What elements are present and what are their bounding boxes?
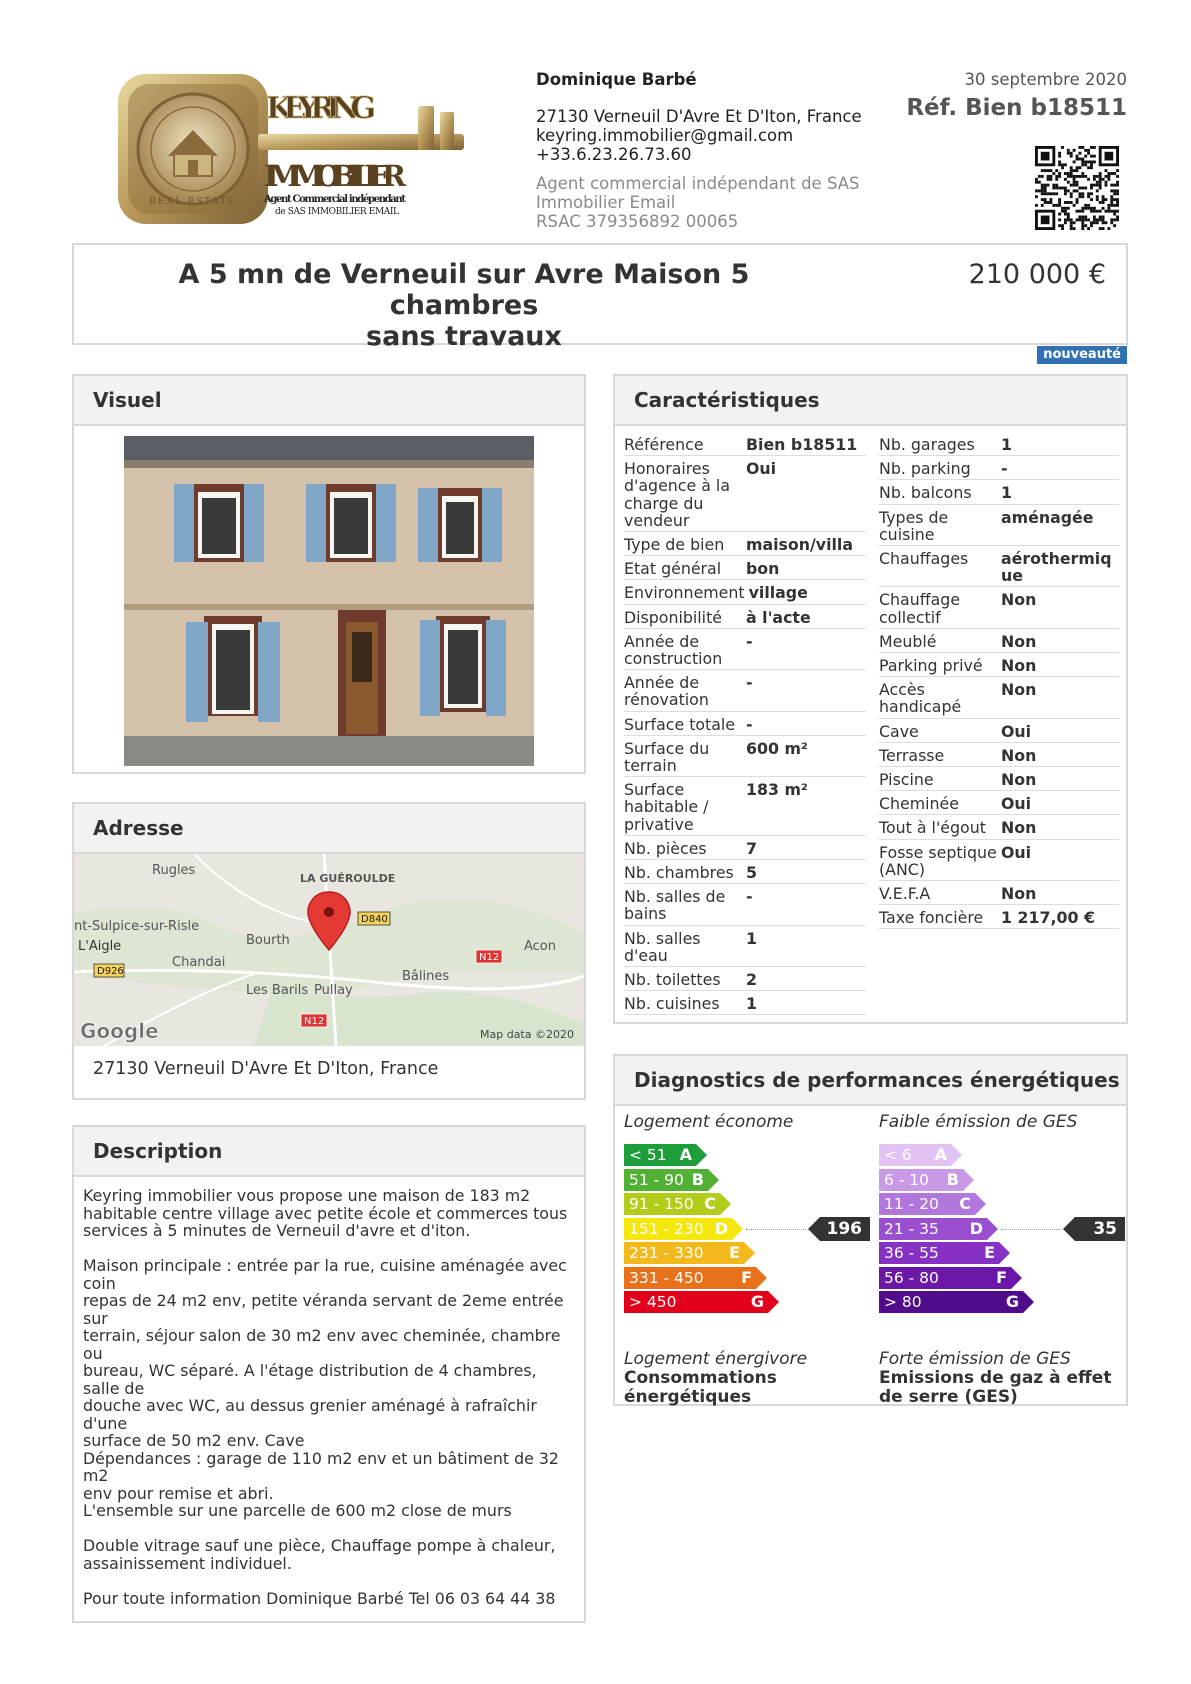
feature-row [879,480,1119,504]
feature-label: V.E.F.A [879,884,931,904]
feature-value: 2 [746,970,757,990]
features-column-left [624,432,866,1015]
feature-row [624,991,866,1015]
google-logo: Google [80,1019,159,1043]
map-label-balines: Bâlines [402,969,450,984]
feature-label: Nb. toilettes [624,970,721,990]
listing-price: 210 000 € [968,259,1106,290]
description-heading: Description [74,1127,584,1177]
feature-row [879,905,1119,929]
new-badge: nouveauté [1037,346,1127,364]
map-label-gueroulde: LA GUÉROULDE [300,872,396,885]
feature-label: Nb. pièces [624,838,707,858]
map-credit: Map data ©2020 [480,1028,574,1041]
feature-row [879,840,1119,881]
feature-label: Cave [879,721,919,741]
feature-row [624,670,866,711]
feature-label: Parking privé [879,656,983,676]
feature-label: Environnement [624,583,745,603]
ges-class-letter: B [946,1169,959,1189]
feature-value: 1 217,00 € [1001,908,1095,928]
feature-label: Surface totale [624,714,736,734]
energy-class-letter: B [691,1169,704,1189]
map-label-barils: Les Barils [246,983,309,998]
description-panel [72,1125,586,1623]
energy-class-letter: C [704,1194,716,1213]
dpe-heading: Diagnostics de performances énergétiques [615,1056,1126,1106]
energy-class-letter: G [750,1292,764,1311]
agent-rsac: RSAC 379356892 00065 [536,212,739,231]
keyring-logo [118,72,472,226]
ges-class-bar [879,1267,1011,1289]
map-road-n12-east: N12 [479,952,500,963]
description-paragraph: Double vitrage sauf une pièce, Chauffage pompe à chaleur, assainissement individuel. [83,1536,556,1573]
feature-value: bon [746,559,780,579]
ges-class-bar [879,1169,963,1191]
feature-row [879,505,1119,546]
ges-class-range: < 6 [884,1146,912,1164]
dpe-panel [613,1054,1128,1406]
property-address: 27130 Verneuil D'Avre Et D'Iton, France [93,1059,439,1079]
feature-label: Terrasse [879,745,945,765]
ges-foot-italic: Forte émission de GES [879,1349,1071,1369]
feature-row [624,777,866,836]
feature-value: 1 [1001,435,1012,454]
feature-value: Non [1001,818,1037,838]
feature-row [624,432,866,456]
feature-value: Non [1001,656,1037,676]
agent-status-1: Agent commercial indépendant de SAS [536,174,860,193]
feature-row [624,712,866,736]
ges-class-range: 11 - 20 [884,1195,939,1213]
energy-class-range: < 51 [629,1146,667,1164]
feature-value: Non [1001,590,1037,610]
ges-head: Faible émission de GES [879,1112,1078,1132]
ges-class-letter: C [959,1194,971,1213]
feature-value: - [746,714,753,734]
description-paragraph: Maison principale : entrée par la rue, cuisine aménagée avec coin repas de 24 m2 env, petite véranda servant de 2eme entrée sur terrain, séjour salon de 30 m2 env avec cheminée, chambre ou bureau, WC séparé. A l'étage distribution de 4 chambres, salle de douche avec WC, au dessus grenier aménagé à rafraîchir d'une surface de 50 m2 env. Cave Dépendances : garage de 110 m2 env et un bâtiment de 32 m2 env pour remise et abri. L'ensemble sur une parcelle de 600 m2 close de murs [83,1256,567,1520]
feature-row [879,456,1119,480]
feature-label: Nb. salles de bains [624,887,726,924]
feature-row [879,587,1119,628]
feature-row [879,432,1119,456]
energy-class-bar [624,1144,696,1166]
energy-class-bar [624,1291,768,1313]
ges-scale [879,1112,1125,1407]
feature-label: Référence [624,435,704,454]
header-right [906,70,1127,121]
feature-value: Non [1001,745,1037,765]
ges-bars [879,1144,1125,1340]
energy-head: Logement économe [624,1112,794,1132]
feature-label: Etat général [624,559,722,579]
feature-value: Oui [746,459,777,479]
feature-value: village [748,583,808,603]
feature-row [624,580,866,604]
ges-class-bar [879,1144,951,1166]
logo-tagline-1: Agent Commercial indépendant [264,194,406,205]
ges-class-range: 6 - 10 [884,1170,930,1189]
feature-value: 183 m² [746,780,808,800]
feature-value: 600 m² [746,738,808,758]
feature-value: Non [1001,884,1037,904]
agent-address: 27130 Verneuil D'Avre Et D'Iton, France [536,107,862,126]
map-label-acon: Acon [524,939,557,954]
visuel-panel [72,374,586,774]
ges-class-letter: G [1005,1292,1019,1311]
map-road-n12-south: N12 [304,1016,325,1027]
description-paragraph: Keyring immobilier vous propose une maison de 183 m2 habitable centre village avec petite école et commerces tous services à 5 minutes de Verneuil d'avre et d'iton. [83,1186,568,1240]
features-column-right [879,432,1119,929]
feature-value: Oui [1001,842,1032,862]
feature-label: Cheminée [879,794,959,814]
location-map[interactable] [74,854,584,1046]
feature-label: Honoraires d'agence à la charge du vendeur [624,459,731,530]
feature-row [879,653,1119,677]
feature-label: Piscine [879,770,934,790]
feature-row [624,860,866,884]
feature-row [624,456,866,532]
energy-class-bar [624,1169,708,1191]
map-label-bourth: Bourth [246,933,290,948]
energy-class-letter: E [729,1243,740,1262]
feature-value: à l'acte [746,607,811,627]
ges-class-letter: F [996,1267,1007,1287]
feature-value: 7 [746,838,757,858]
feature-value: Oui [1001,794,1032,814]
ges-dotted-leader [1001,1229,1061,1230]
feature-label: Fosse septique (ANC) [879,842,997,879]
feature-label: Tout à l'égout [879,818,986,838]
feature-row [624,884,866,925]
feature-value: Oui [1001,721,1032,741]
visuel-heading: Visuel [74,376,584,426]
adresse-panel [72,802,586,1100]
feature-row [624,605,866,629]
feature-row [624,736,866,777]
feature-label: Surface du terrain [624,738,710,776]
qr-code [1035,146,1119,230]
document-date: 30 septembre 2020 [964,70,1127,89]
feature-label: Accès handicapé [879,680,962,717]
feature-label: Nb. parking [879,459,971,479]
feature-value: maison/villa [746,535,854,555]
feature-label: Taxe foncière [879,908,984,928]
description-body [83,1187,573,1625]
feature-row [879,767,1119,791]
feature-value: 5 [746,863,757,883]
ges-class-bar [879,1242,999,1264]
feature-label: Année de rénovation [624,673,709,710]
ges-class-letter: E [984,1243,995,1262]
energy-class-bar [624,1193,720,1215]
caracteristiques-panel [613,374,1128,1024]
agent-status-2: Immobilier Email [536,193,676,212]
energy-class-range: 91 - 150 [629,1195,694,1213]
feature-label: Nb. balcons [879,483,972,503]
listing-title-line-2: sans travaux [366,321,562,352]
map-label-chandai: Chandai [172,955,226,970]
map-label-st-sulpice: nt-Sulpice-sur-Risle [74,919,200,934]
caracteristiques-heading: Caractéristiques [615,376,1126,426]
energy-class-letter: A [679,1145,692,1164]
ges-class-bar [879,1218,987,1240]
description-paragraph: Pour toute information Dominique Barbé Tel 06 03 64 44 38 [83,1588,556,1608]
logo-word: IMMOBILIER [264,159,406,193]
feature-label: Nb. salles d'eau [624,928,701,965]
feature-row [624,836,866,860]
ges-value-marker: 35 [1075,1217,1125,1241]
ges-class-range: 56 - 80 [884,1268,939,1287]
energy-foot-bold: Consommations énergétiques [624,1368,777,1407]
energy-class-bar [624,1267,756,1289]
feature-row [624,532,866,556]
feature-row [624,967,866,991]
ges-class-range: > 80 [884,1293,922,1311]
feature-label: Nb. garages [879,435,975,454]
title-box [72,243,1128,352]
adresse-heading: Adresse [74,804,584,854]
feature-value: - [746,631,753,651]
feature-label: Type de bien [624,535,725,555]
feature-label: Année de construction [624,631,723,669]
feature-label: Nb. cuisines [624,994,720,1014]
feature-value: aérothermique [1001,549,1112,586]
feature-label: Chauffage collectif [879,590,961,627]
energy-class-letter: D [714,1218,728,1238]
feature-row [879,881,1119,905]
map-road-d926: D926 [97,966,124,977]
feature-value: Non [1001,770,1037,790]
energy-class-range: 231 - 330 [629,1244,704,1262]
feature-label: Disponibilité [624,607,722,627]
energy-class-range: 51 - 90 [629,1170,684,1189]
ges-class-bar [879,1291,1023,1313]
feature-row [879,743,1119,767]
energy-foot-italic: Logement énergivore [624,1349,808,1369]
feature-value: Bien b18511 [746,435,858,454]
feature-value: - [1001,459,1008,479]
map-label-rugles: Rugles [152,863,196,878]
listing-title-line-1: A 5 mn de Verneuil sur Avre Maison 5 chambres [178,259,750,321]
feature-value: - [746,673,753,693]
ges-class-range: 36 - 55 [884,1244,939,1262]
ges-class-letter: A [934,1145,947,1164]
agent-block [536,70,876,231]
energy-value-marker: 196 [820,1217,870,1241]
ges-foot-bold: Emissions de gaz à effet de serre (GES) [879,1368,1112,1407]
energy-class-range: > 450 [629,1293,677,1311]
ges-class-range: 21 - 35 [884,1219,939,1238]
energy-class-bar [624,1218,732,1240]
energy-class-range: 151 - 230 [629,1219,704,1238]
feature-value: 1 [746,994,757,1014]
feature-row [879,815,1119,839]
logo-tagline-2: de SAS IMMOBILIER EMAIL [275,207,399,217]
energy-scale [624,1112,870,1407]
feature-value: Non [1001,680,1037,700]
feature-row [879,719,1119,743]
map-label-pullay: Pullay [314,983,353,998]
feature-row [879,677,1119,718]
energy-class-letter: F [741,1267,752,1287]
feature-row [879,546,1119,587]
listing-title [114,259,814,352]
house-photo[interactable] [124,436,534,766]
energy-class-range: 331 - 450 [629,1268,704,1287]
agent-name: Dominique Barbé [536,70,697,89]
feature-label: Nb. chambres [624,863,734,883]
map-label-laigle: L'Aigle [78,939,122,954]
energy-dotted-leader [746,1229,806,1230]
feature-value: Non [1001,631,1037,651]
upper-windows [174,484,502,562]
feature-row [879,629,1119,653]
ges-class-letter: D [969,1218,983,1238]
property-reference: Réf. Bien b18511 [906,95,1127,121]
feature-value: aménagée [1001,507,1094,527]
feature-row [624,556,866,580]
feature-value: 1 [1001,483,1012,503]
feature-value: - [746,887,753,907]
feature-label: Meublé [879,631,937,651]
feature-row [624,926,866,967]
feature-label: Types de cuisine [879,507,949,544]
logo-brand: KEYRING [266,91,376,126]
energy-class-bar [624,1242,744,1264]
feature-value: 1 [746,928,757,948]
feature-row [624,629,866,670]
agent-phone[interactable]: +33.6.23.26.73.60 [536,145,692,164]
map-road-d840: D840 [361,914,388,925]
energy-bars [624,1144,870,1340]
logo-ring-text: REAL ESTATE [149,197,237,207]
feature-label: Surface habitable / privative [624,780,709,834]
ges-class-bar [879,1193,975,1215]
feature-label: Chauffages [879,549,969,569]
feature-row [879,791,1119,815]
agent-email[interactable]: keyring.immobilier@gmail.com [536,126,794,145]
